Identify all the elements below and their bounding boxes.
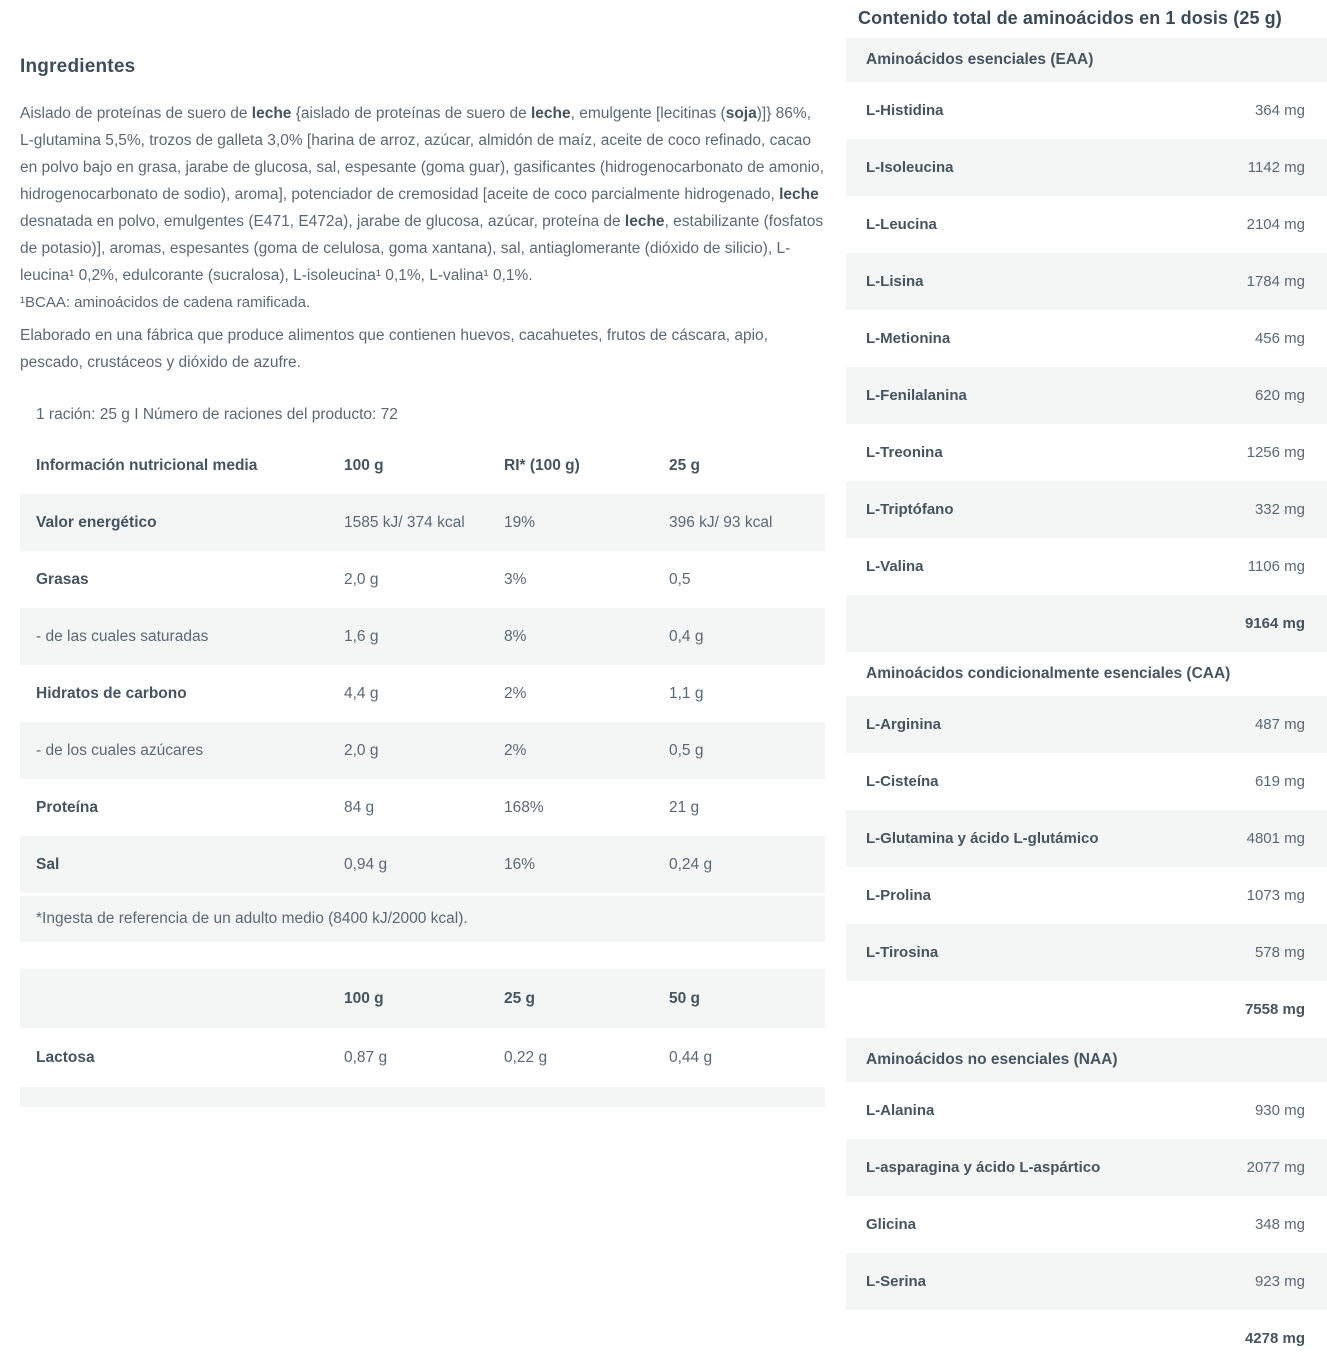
amino-label: L-Metionina <box>866 330 951 347</box>
nutrition-value-ri: 3% <box>504 570 527 588</box>
nutrition-table-row <box>20 779 825 836</box>
amino-row <box>846 481 1327 538</box>
nutrition-value-100g: 4,4 g <box>344 684 379 702</box>
lactose-table-row <box>20 969 825 1028</box>
amino-label: L-Treonina <box>866 444 943 461</box>
nutrition-row-label: Sal <box>36 855 60 873</box>
amino-label: L-Cisteína <box>866 773 939 790</box>
lactose-value-25g: 25 g <box>504 989 536 1007</box>
nutrition-row-label: Valor energético <box>36 513 157 531</box>
nutrition-value-ri: 16% <box>504 855 536 873</box>
nutrition-value-ri: 168% <box>504 798 544 816</box>
amino-row <box>846 538 1327 595</box>
nutrition-table-row <box>20 551 825 608</box>
amino-value: 487 mg <box>1254 716 1305 733</box>
amino-label: L-asparagina y ácido L-aspártico <box>866 1159 1101 1176</box>
amino-value: 1256 mg <box>1246 444 1305 461</box>
nutrition-value-25g: 0,5 <box>669 570 691 588</box>
nutrition-value-100g: 2,0 g <box>344 570 379 588</box>
nutrition-value-25g: 0,4 g <box>669 627 704 645</box>
amino-label: L-Histidina <box>866 102 944 119</box>
amino-label: L-Isoleucina <box>866 159 954 176</box>
amino-row <box>846 1196 1327 1253</box>
amino-value: 2104 mg <box>1246 216 1305 233</box>
amino-row <box>846 196 1327 253</box>
nutrition-value-25g: 21 g <box>669 798 700 816</box>
amino-row <box>846 867 1327 924</box>
nutrition-row-label: - de las cuales saturadas <box>36 627 209 645</box>
lactose-value-50g: 0,44 g <box>669 1048 713 1066</box>
amino-row <box>846 367 1327 424</box>
amino-value: 930 mg <box>1254 1102 1305 1119</box>
amino-row <box>846 652 1327 696</box>
amino-value: 620 mg <box>1254 387 1305 404</box>
nutrition-value-25g: 1,1 g <box>669 684 704 702</box>
serving-info: 1 ración: 25 g I Número de raciones del producto: 72 <box>36 406 398 423</box>
amino-value: 1142 mg <box>1247 159 1305 176</box>
nutrition-table-row <box>20 836 825 893</box>
nutrition-value-25g: 0,5 g <box>669 741 704 759</box>
nutrition-value-ri: 2% <box>504 684 527 702</box>
amino-value: 456 mg <box>1254 330 1305 347</box>
amino-label: L-Leucina <box>866 216 937 233</box>
amino-value: 9164 mg <box>1244 615 1305 632</box>
allergen-note: Elaborado en una fábrica que produce alimentos que contienen huevos, cacahuetes, frutos de cáscara, apio, pescado, crustáceos y dióxido de azufre. <box>20 327 768 371</box>
lactose-value-50g: 50 g <box>669 989 701 1007</box>
nutrition-value-25g: 25 g <box>669 456 701 474</box>
nutrition-table-row <box>20 722 825 779</box>
amino-row <box>846 810 1327 867</box>
ingredients-heading: Ingredientes <box>20 56 136 77</box>
amino-row <box>846 253 1327 310</box>
amino-label: L-Tirosina <box>866 944 939 961</box>
nutrition-table-row <box>20 665 825 722</box>
lactose-value-25g: 0,22 g <box>504 1048 548 1066</box>
amino-value: 7558 mg <box>1244 1001 1305 1018</box>
amino-acids-table <box>846 38 1327 1367</box>
amino-row <box>846 310 1327 367</box>
amino-value: 332 mg <box>1254 501 1305 518</box>
nutrition-row-label: Información nutricional media <box>36 456 258 474</box>
nutrition-value-100g: 100 g <box>344 456 384 474</box>
amino-row <box>846 38 1327 82</box>
amino-acids-panel <box>846 0 1327 1368</box>
amino-row <box>846 1139 1327 1196</box>
amino-label: L-Triptófano <box>866 501 954 518</box>
lactose-table <box>20 969 825 1087</box>
amino-row <box>846 1038 1327 1082</box>
nutrition-value-ri: 8% <box>504 627 527 645</box>
lactose-value-100g: 100 g <box>344 989 384 1007</box>
nutrition-value-100g: 84 g <box>344 798 375 816</box>
amino-row <box>846 981 1327 1038</box>
nutrition-table-row <box>20 437 825 494</box>
amino-label: Aminoácidos condicionalmente esenciales (CAA) <box>866 665 1231 682</box>
amino-value: 348 mg <box>1254 1216 1305 1233</box>
amino-value: 1073 mg <box>1246 887 1305 904</box>
amino-label: L-Serina <box>866 1273 927 1290</box>
amino-value: 923 mg <box>1254 1273 1305 1290</box>
amino-label: L-Alanina <box>866 1102 935 1119</box>
nutrition-value-25g: 396 kJ/ 93 kcal <box>669 513 773 531</box>
amino-value: 619 mg <box>1254 773 1305 790</box>
amino-row <box>846 424 1327 481</box>
amino-row <box>846 753 1327 810</box>
amino-value: 4801 mg <box>1246 830 1305 847</box>
amino-value: 4278 mg <box>1244 1330 1305 1347</box>
lactose-table-row <box>20 1028 825 1087</box>
amino-value: 364 mg <box>1254 102 1305 119</box>
nutrition-value-ri: 19% <box>504 513 536 531</box>
amino-label: L-Lisina <box>866 273 924 290</box>
nutrition-row-label: Hidratos de carbono <box>36 684 187 702</box>
amino-row <box>846 82 1327 139</box>
nutrition-value-ri: RI* (100 g) <box>504 456 580 474</box>
nutrition-row-label: Grasas <box>36 570 89 588</box>
nutrition-value-100g: 1,6 g <box>344 627 379 645</box>
nutrition-value-ri: 2% <box>504 741 527 759</box>
amino-row <box>846 696 1327 753</box>
reference-intake-note: *Ingesta de referencia de un adulto medio (8400 kJ/2000 kcal). <box>20 896 825 942</box>
amino-label: L-Glutamina y ácido L-glutámico <box>866 830 1099 847</box>
nutrition-value-100g: 2,0 g <box>344 741 379 759</box>
ingredients-paragraph: Aislado de proteínas de suero de leche {aislado de proteínas de suero de leche, emulgente [lecitinas (soja)]} 86%, L-glutamina 5,5%, trozos de galleta 3,0% [harina de arroz, azúcar, almidón de maíz, aceite de coco refinado, cacao en polvo bajo en grasa, jarabe de glucosa, sal, espesante (goma guar), gasificantes (hidrogenocarbonato de amonio, hidrogenocarbonato de sodio), aroma], potenciador de cremosidad [aceite de coco parcialmente hidrogenado, leche desnatada en polvo, emulgentes (E471, E472a), jarabe de glucosa, azúcar, proteína de leche, estabilizante (fosfatos de potasio)], aromas, espesantes (goma de celulosa, goma xantana), sal, antiaglomerante (dióxido de silicio), L-leucina¹ 0,2%, edulcorante (sucralosa), L-isoleucina¹ 0,1%, L-valina¹ 0,1%. <box>20 105 824 284</box>
amino-value: 578 mg <box>1254 944 1305 961</box>
amino-value: 1784 mg <box>1246 273 1305 290</box>
amino-row <box>846 1253 1327 1310</box>
amino-row <box>846 595 1327 652</box>
amino-label: Aminoácidos esenciales (EAA) <box>866 51 1094 68</box>
nutrition-value-100g: 0,94 g <box>344 855 388 873</box>
ingredients-nutrition-section <box>20 0 825 1107</box>
amino-row <box>846 139 1327 196</box>
amino-value: 2077 mg <box>1246 1159 1305 1176</box>
table-bottom-strip <box>20 1087 825 1107</box>
nutrition-row-label: Proteína <box>36 798 99 816</box>
nutrition-value-25g: 0,24 g <box>669 855 713 873</box>
amino-row <box>846 924 1327 981</box>
nutrition-table <box>20 437 825 893</box>
amino-label: L-Valina <box>866 558 924 575</box>
lactose-value-100g: 0,87 g <box>344 1048 388 1066</box>
bcaa-footnote: ¹BCAA: aminoácidos de cadena ramificada. <box>20 294 311 311</box>
amino-label: L-Fenilalanina <box>866 387 967 404</box>
amino-row <box>846 1082 1327 1139</box>
nutrition-value-100g: 1585 kJ/ 374 kcal <box>344 513 465 531</box>
amino-row <box>846 1310 1327 1367</box>
amino-label: Glicina <box>866 1216 917 1233</box>
nutrition-table-row <box>20 608 825 665</box>
nutrition-table-row <box>20 494 825 551</box>
amino-value: 1106 mg <box>1247 558 1305 575</box>
amino-label: L-Arginina <box>866 716 941 733</box>
amino-panel-title: Contenido total de aminoácidos en 1 dosis (25 g) <box>858 8 1282 28</box>
lactose-row-label: Lactosa <box>36 1048 95 1066</box>
amino-label: Aminoácidos no esenciales (NAA) <box>866 1051 1118 1068</box>
nutrition-row-label: - de los cuales azúcares <box>36 741 204 759</box>
amino-label: L-Prolina <box>866 887 932 904</box>
